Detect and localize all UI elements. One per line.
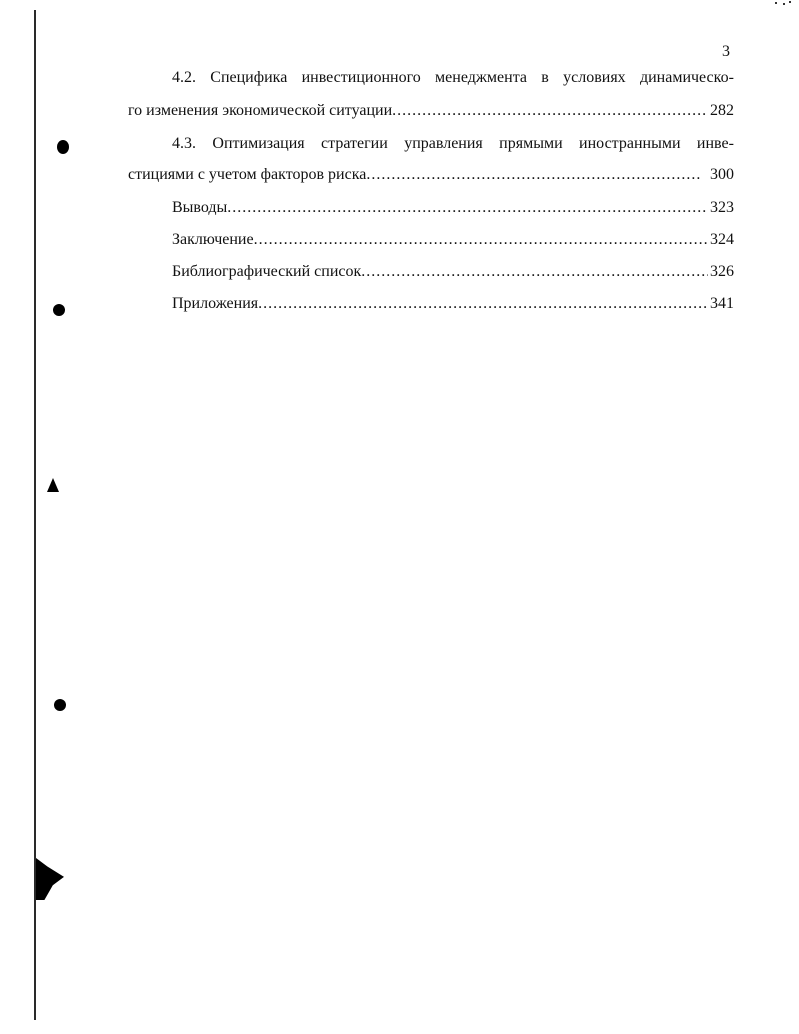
toc-dot-leader — [227, 198, 708, 218]
toc-page-number: 326 — [710, 263, 734, 280]
scan-corner-mark — [773, 0, 793, 10]
toc-word: 4.3. — [172, 135, 196, 152]
toc-word: стратегии — [321, 135, 388, 152]
toc-page-number: 282 — [710, 102, 734, 119]
toc-dot-leader — [361, 262, 708, 282]
toc-entry-title: го изменения экономической ситуации — [128, 102, 393, 119]
toc-dot-leader — [254, 230, 708, 250]
toc-entry-4-2-line-2 — [128, 101, 734, 121]
punch-hole-blot — [57, 140, 69, 154]
toc-word: динамическо- — [639, 69, 734, 86]
punch-hole-blot — [53, 304, 65, 316]
toc-word: управления — [404, 135, 483, 152]
toc-entry-bibliography — [172, 262, 734, 282]
toc-entry-title: Выводы — [172, 199, 228, 216]
toc-page-number: 324 — [710, 231, 734, 248]
toc-word: в — [541, 69, 549, 86]
toc-dot-leader — [258, 294, 708, 314]
toc-entry-conclusions-short — [172, 198, 734, 218]
toc-page-number: 323 — [710, 199, 734, 216]
toc-entry-4-3-line-2 — [128, 165, 734, 185]
toc-dot-leader — [392, 101, 708, 121]
ink-blot — [47, 478, 59, 492]
toc-page-number: 300 — [710, 166, 734, 183]
toc-entry-title: стициями с учетом факторов риска — [128, 166, 367, 183]
toc-entry-title: Приложения — [172, 295, 259, 312]
scan-left-edge — [34, 10, 36, 1020]
toc-word: 4.2. — [172, 69, 196, 86]
toc-entry-4-3-line-1 — [172, 134, 734, 154]
toc-word: Специфика — [210, 69, 288, 86]
page-number: 3 — [722, 43, 730, 60]
toc-word: иностранными — [579, 135, 681, 152]
ink-blot — [36, 858, 64, 900]
toc-word: менеджмента — [435, 69, 527, 86]
toc-entry-title: Библиографический список — [172, 263, 362, 280]
toc-word: прямыми — [499, 135, 563, 152]
toc-dot-leader — [366, 165, 700, 185]
toc-word: инвестиционного — [301, 69, 421, 86]
toc-entry-title: Заключение — [172, 231, 254, 248]
toc-entry-4-2-line-1 — [172, 68, 734, 88]
punch-hole-blot — [54, 699, 66, 711]
toc-word: инве- — [696, 135, 734, 152]
toc-word: Оптимизация — [212, 135, 305, 152]
toc-word: условиях — [563, 69, 626, 86]
toc-entry-appendices — [172, 294, 734, 314]
toc-page-number: 341 — [710, 295, 734, 312]
toc-entry-conclusion — [172, 230, 734, 250]
